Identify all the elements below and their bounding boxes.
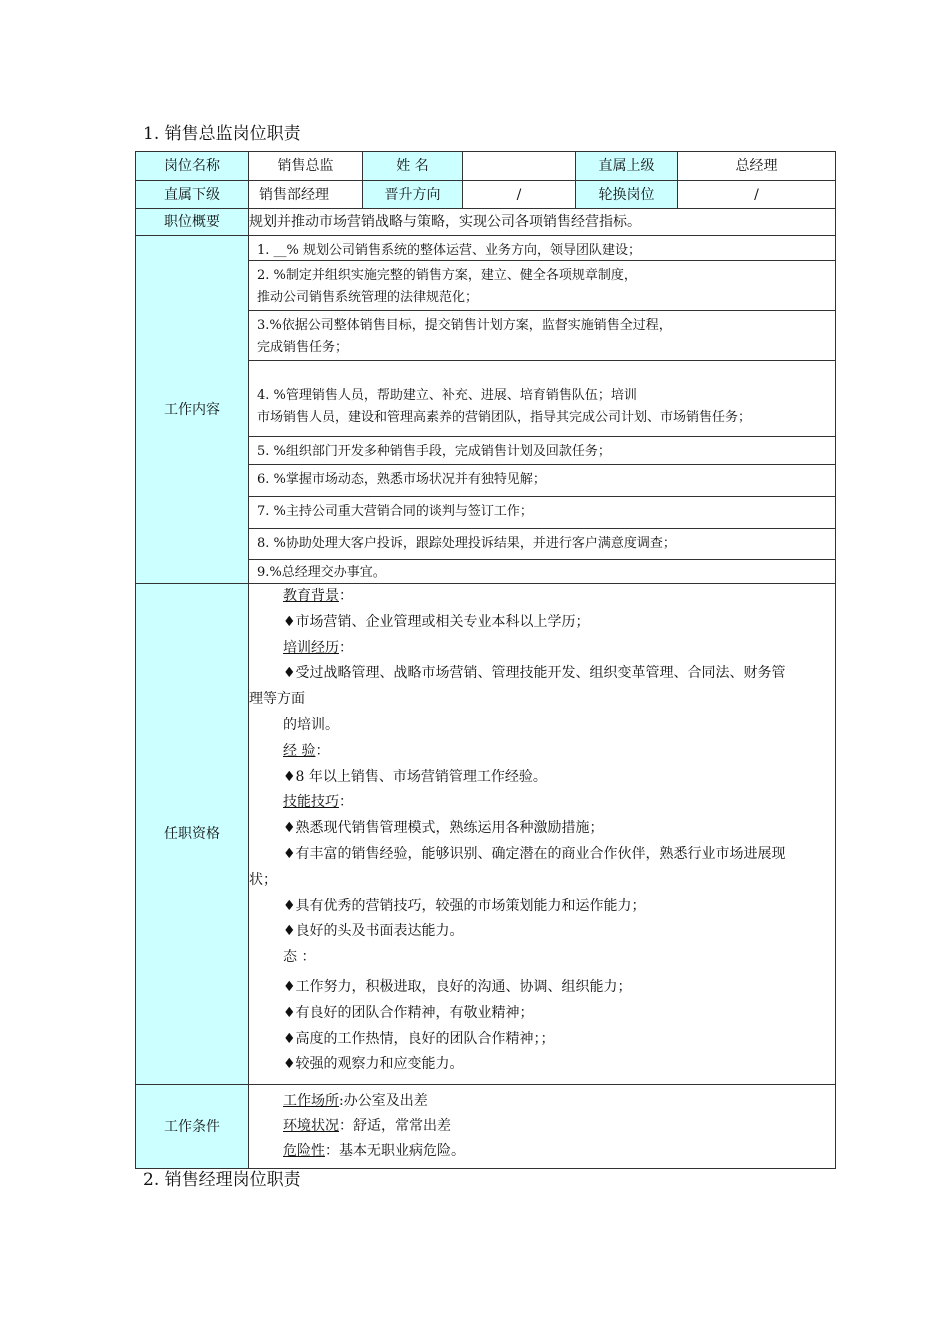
qualifications-label: 任职资格 [136, 584, 249, 1085]
experience-item: ♦8 年以上销售、市场营销管理工作经验。 [283, 768, 547, 785]
duty-item-3: 3.%依据公司整体销售目标，提交销售计划方案，监督实施销售全过程， 完成销售任务； [249, 310, 835, 360]
training-line: 的培训。 [283, 716, 339, 733]
attitude-item: ♦较强的观察力和应变能力。 [283, 1056, 464, 1073]
skills-item: 状； [249, 871, 277, 888]
work-environment: 环境状况：舒适，常常出差 [283, 1118, 451, 1134]
education-title: 教育背景： [283, 588, 353, 604]
superior-value: 总经理 [678, 152, 836, 181]
overview-text: 规划并推动市场营销战略与策略，实现公司各项销售经营指标。 [249, 209, 836, 236]
name-label: 姓 名 [363, 152, 463, 181]
subordinate-value: 销售部经理 [249, 181, 363, 209]
position-value: 销售总监 [249, 152, 363, 181]
name-value [463, 152, 576, 181]
duty-item-4: 4. %管理销售人员，帮助建立、补充、进展、培育销售队伍；培训 市场销售人员，建设和管理高素养的营销团队，指导其完成公司计划、市场销售任务； [249, 360, 835, 436]
position-label: 岗位名称 [136, 152, 249, 181]
skills-item: ♦熟悉现代销售管理模式，熟练运用各种激励措施； [283, 820, 604, 837]
skills-title: 技能技巧： [283, 794, 353, 811]
duties-label: 工作内容 [136, 236, 249, 584]
experience-title: 经 验： [283, 742, 330, 759]
attitude-item: ♦有良好的团队合作精神，有敬业精神； [283, 1004, 534, 1021]
attitude-item: ♦工作努力，积极进取，良好的沟通、协调、组织能力； [283, 978, 632, 995]
section-heading-1: 1. 销售总监岗位职责 [143, 124, 301, 144]
section-heading-2: 2. 销售经理岗位职责 [143, 1170, 301, 1190]
work-risk: 危险性：基本无职业病危险。 [283, 1143, 465, 1159]
skills-item: ♦具有优秀的营销技巧，较强的市场策划能力和运作能力； [283, 897, 646, 914]
duty-item-2: 2. %制定并组织实施完整的销售方案，建立、健全各项规章制度， 推动公司销售系统管理的法律规范化； [249, 260, 835, 310]
qualifications-content [249, 584, 836, 1085]
subordinate-label: 直属下级 [136, 181, 249, 209]
conditions-content [249, 1085, 836, 1169]
training-title: 培训经历： [283, 639, 353, 656]
overview-label: 职位概要 [136, 209, 249, 236]
training-line: ♦受过战略管理、战略市场营销、管理技能开发、组织变革管理、合同法、财务管 [283, 665, 786, 682]
duty-item-8: 8. %协助处理大客户投诉，跟踪处理投诉结果，并进行客户满意度调查； [249, 528, 835, 559]
duty-item-5: 5. %组织部门开发多种销售手段，完成销售计划及回款任务； [249, 436, 835, 464]
duties-list [249, 236, 836, 584]
superior-label: 直属上级 [576, 152, 678, 181]
rotation-label: 轮换岗位 [576, 181, 678, 209]
duty-item-1: 1. __% 规划公司销售系统的整体运营、业务方向，领导团队建设； [257, 243, 642, 258]
training-line: 理等方面 [249, 691, 305, 708]
duty-item-9: 9.%总经理交办事宜。 [249, 559, 835, 583]
attitude-item: ♦高度的工作热情，良好的团队合作精神；； [283, 1030, 555, 1047]
attitude-title: 态 ： [283, 949, 316, 966]
duty-item-6: 6. %掌握市场动态，熟悉市场状况并有独特见解； [249, 464, 835, 496]
skills-item: ♦有丰富的销售经验，能够识别、确定潜在的商业合作伙伴，熟悉行业市场进展现 [283, 845, 786, 862]
skills-item: ♦良好的头及书面表达能力。 [283, 923, 464, 940]
job-description-table [135, 151, 836, 1169]
rotation-value: / [678, 181, 836, 209]
duty-item-7: 7. %主持公司重大营销合同的谈判与签订工作； [249, 496, 835, 528]
promotion-label: 晋升方向 [363, 181, 463, 209]
education-item: ♦市场营销、企业管理或相关专业本科以上学历； [283, 613, 590, 630]
conditions-label: 工作条件 [136, 1085, 249, 1169]
promotion-value: / [463, 181, 576, 209]
work-place: 工作场所:办公室及出差 [283, 1093, 428, 1109]
